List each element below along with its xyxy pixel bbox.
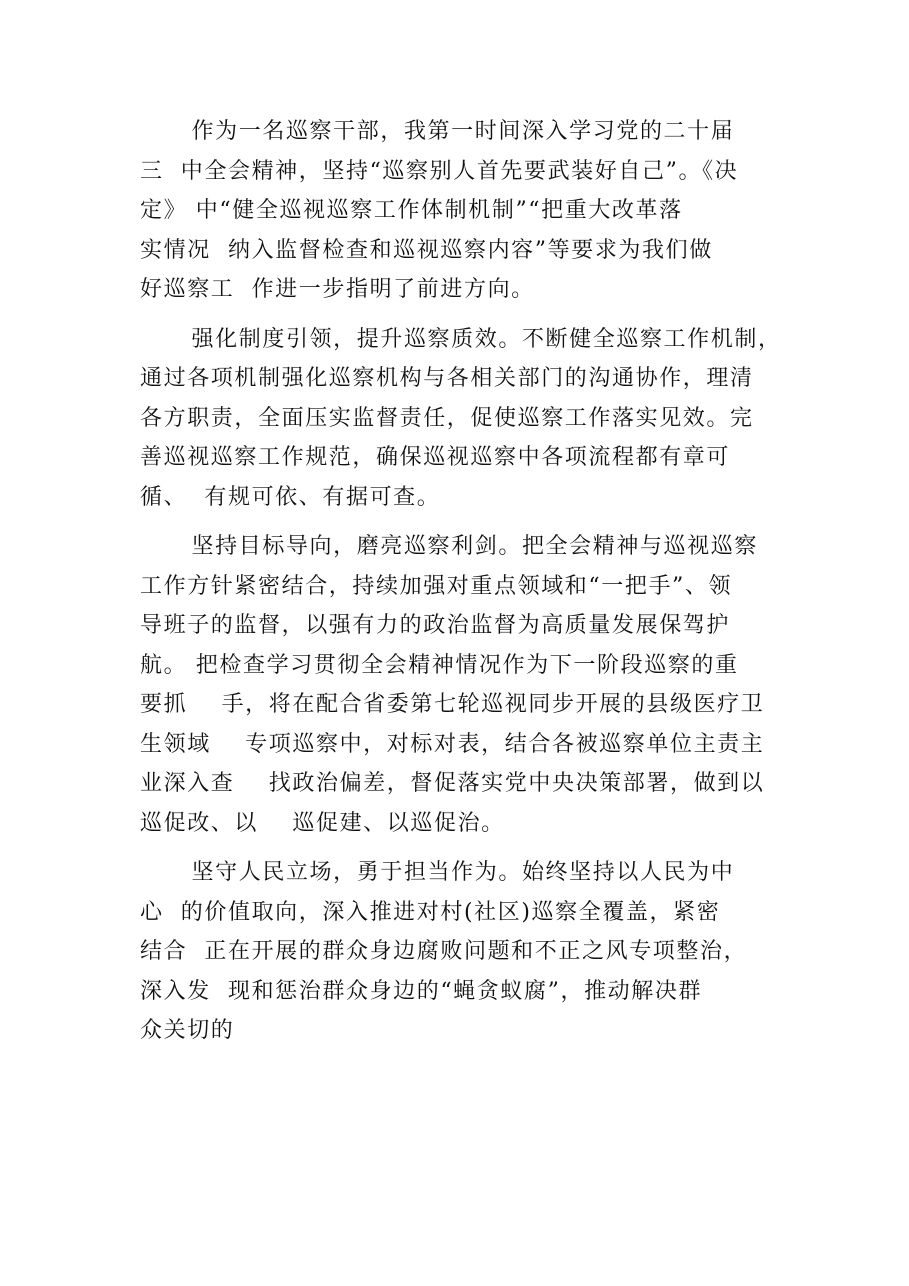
- paragraph-line: 强化制度引领，提升巡察质效。不断健全巡察工作机制，: [140, 326, 782, 352]
- paragraph-line: 航。 把检查学习贯彻全会精神情况作为下一阶段巡察的重: [140, 652, 739, 678]
- paragraph-line: 结合 正在开展的群众身边腐败问题和不正之风专项整治，: [140, 939, 748, 964]
- paragraph-line: 定》 中“健全巡视巡察工作体制机制”“把重大改革落: [140, 198, 683, 223]
- paragraph-line: 要抓 手，将在配合省委第七轮巡视同步开展的县级医疗卫: [140, 692, 765, 717]
- paragraph-line: 业深入查 找政治偏差，督促落实党中央决策部署，做到以: [140, 771, 765, 796]
- paragraph-line: 循、 有规可依、有据可查。: [140, 484, 441, 510]
- paragraph-line: 工作方针紧密结合，持续加强对重点领域和“一把手”、领: [140, 573, 733, 599]
- paragraph-line: 各方职责，全面压实监督责任，促使巡察工作落实见效。完: [140, 405, 754, 431]
- paragraph-line: 通过各项机制强化巡察机构与各相关部门的沟通协作，理清: [140, 366, 754, 391]
- paragraph-line: 深入发 现和惩治群众身边的“蝇贪蚁腐”，推动解决群: [140, 978, 703, 1004]
- paragraph-1: [140, 112, 800, 310]
- paragraph-line: 三 中全会精神，坚持“巡察别人首先要武装好自己”。《决: [140, 158, 739, 184]
- document-body: [140, 112, 800, 1057]
- paragraph-line: 善巡视巡察工作规范，确保巡视巡察中各项流程都有章可: [140, 445, 731, 470]
- paragraph-line: 生领域 专项巡察中，对标对表，结合各被巡察单位主责主: [140, 731, 765, 757]
- paragraph-3: [140, 527, 800, 843]
- paragraph-line: 巡促改、以 巡促建、以巡促治。: [140, 810, 505, 836]
- paragraph-4: [140, 853, 800, 1051]
- paragraph-line: 心 的价值取向，深入推进对村(社区)巡察全覆盖，紧密: [140, 899, 721, 925]
- paragraph-line: 坚守人民立场，勇于担当作为。始终坚持以人民为中: [140, 860, 735, 885]
- paragraph-line: 众关切的: [140, 1018, 235, 1043]
- paragraph-line: 导班子的监督，以强有力的政治监督为高质量发展保驾护: [140, 613, 731, 638]
- paragraph-line: 坚持目标导向，磨亮巡察利剑。把全会精神与巡视巡察: [140, 534, 758, 559]
- paragraph-2: [140, 320, 800, 518]
- paragraph-line: 实情况 纳入监督检查和巡视巡察内容”等要求为我们做: [140, 237, 713, 263]
- paragraph-line: 好巡察工 作进一步指明了前进方向。: [140, 277, 535, 302]
- paragraph-line: 作为一名巡察干部，我第一时间深入学习党的二十届: [140, 119, 735, 144]
